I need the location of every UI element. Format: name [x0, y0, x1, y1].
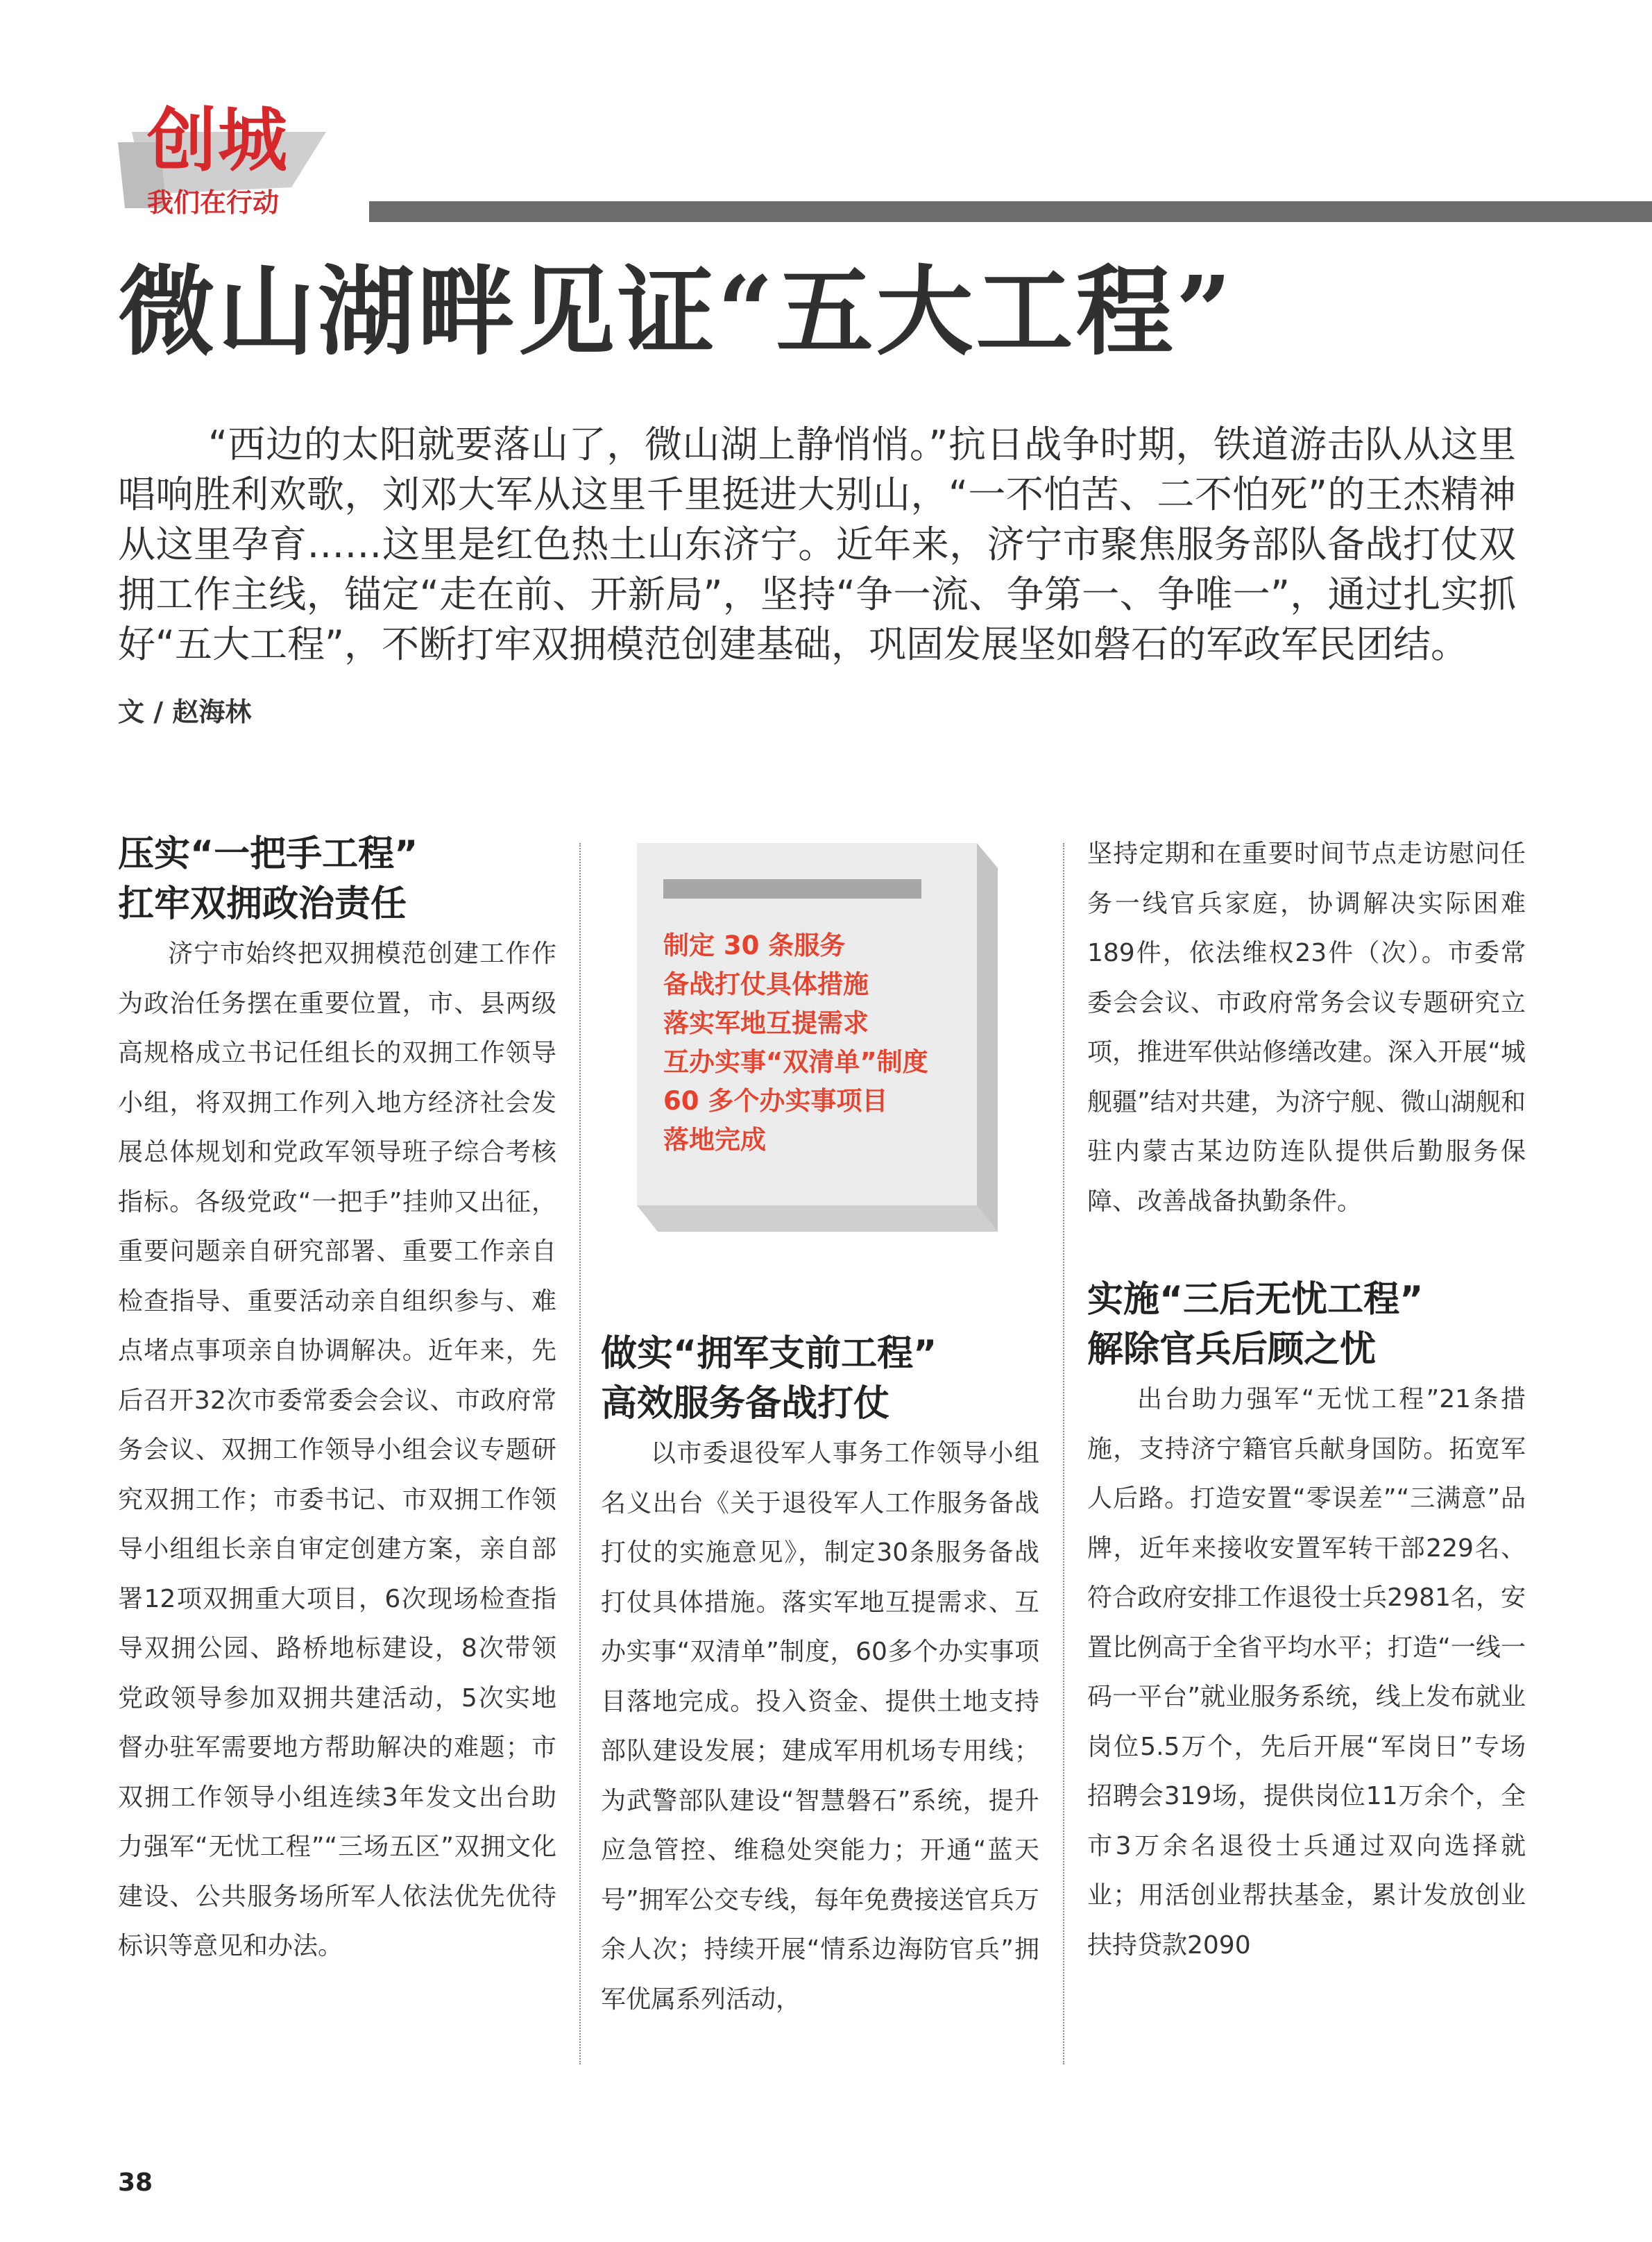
- page-number: 38: [118, 2168, 153, 2197]
- column-2-heading-line-1: 做实“拥军支前工程”: [601, 1333, 937, 1375]
- headline: 微山湖畔见证“五大工程”: [118, 255, 1235, 369]
- column-1: [118, 829, 556, 1971]
- pull-quote-line: 落地完成: [663, 1125, 766, 1155]
- column-2-body: 以市委退役军人事务工作领导小组名义出台《关于退役军人工作服务备战打仗的实施意见》，制定30条服务备战打仗具体措施。落实军地互提需求、互办实事“双清单”制度，60多个办实事项目落地完成。投入资金、提供土地支持部队建设发展；建成军用机场专用线；为武警部队建设“智慧磐石”系统，提升应急管控、维稳处突能力；开通“蓝天号”拥军公交专线，每年免费接送官兵万余人次；持续开展“情系边海防官兵”拥军优属系列活动，: [601, 1439, 1039, 2014]
- column-3-heading-line-1: 实施“三后无忧工程”: [1087, 1279, 1424, 1320]
- pull-quote-line: 60 多个办实事项目: [663, 1086, 888, 1116]
- header-rule: [369, 201, 1652, 222]
- column-3-heading-line-2: 解除官兵后顾之忧: [1087, 1329, 1377, 1370]
- column-1-heading-line-2: 扛牢双拥政治责任: [118, 883, 407, 925]
- column-3-body-continued: 坚持定期和在重要时间节点走访慰问任务一线官兵家庭，协调解决实际困难189件，依法维权23件（次）。市委常委会会议、市政府常务会议专题研究立项，推进军供站修缮改建。深入开展“城舰疆”结对共建，为济宁舰、微山湖舰和驻内蒙古某边防连队提供后勤服务保障、改善战备执勤条件。: [1087, 840, 1526, 1216]
- column-divider: [579, 843, 581, 2064]
- column-3: [1087, 829, 1526, 1970]
- byline: 文 / 赵海林: [118, 697, 252, 727]
- pull-quote-line: 落实军地互提需求: [663, 1008, 869, 1038]
- pull-quote-bar: [663, 879, 921, 899]
- column-1-body: 济宁市始终把双拥模范创建工作作为政治任务摆在重要位置，市、县两级高规格成立书记任组长的双拥工作领导小组，将双拥工作列入地方经济社会发展总体规划和党政军领导班子综合考核指标。各级党政“一把手”挂帅又出征，重要问题亲自研究部署、重要工作亲自检查指导、重要活动亲自组织参与、难点堵点事项亲自协调解决。近年来，先后召开32次市委常委会会议、市政府常务会议、双拥工作领导小组会议专题研究双拥工作；市委书记、市双拥工作领导小组组长亲自审定创建方案，亲自部署12项双拥重大项目，6次现场检查指导双拥公园、路桥地标建设，8次带领党政领导参加双拥共建活动，5次实地督办驻军需要地方帮助解决的难题；市双拥工作领导小组连续3年发文出台助力强军“无忧工程”“三场五区”双拥文化建设、公共服务场所军人依法优先优待标识等意见和办法。: [118, 940, 556, 1960]
- lede-paragraph: “西边的太阳就要落山了，微山湖上静悄悄。”抗日战争时期，铁道游击队从这里唱响胜利欢歌，刘邓大军从这里千里挺进大别山，“一不怕苦、二不怕死”的王杰精神从这里孕育……这里是红色热土山东济宁。近年来，济宁市聚焦服务部队备战打仗双拥工作主线，锚定“走在前、开新局”，坚持“争一流、争第一、争唯一”，通过扎实抓好“五大工程”，不断打牢双拥模范创建基础，巩固发展坚如磐石的军政军民团结。: [118, 423, 1516, 666]
- lede: [118, 420, 1516, 670]
- section-title: 创城: [147, 100, 289, 181]
- spacer: [1087, 1226, 1526, 1275]
- pull-quote-line: 制定 30 条服务: [663, 931, 846, 960]
- column-3-body: 出台助力强军“无忧工程”21条措施，支持济宁籍官兵献身国防。拓宽军人后路。打造安置“零误差”“三满意”品牌，近年来接收安置军转干部229名、符合政府安排工作退役士兵2981名，安置比例高于全省平均水平；打造“一线一码一平台”就业服务系统，线上发布就业岗位5.5万个，先后开展“军岗日”专场招聘会319场，提供岗位11万余个，全市3万余名退役士兵通过双向选择就业；用活创业帮扶基金，累计发放创业扶持贷款2090: [1087, 1385, 1526, 1960]
- column-2: [601, 1329, 1039, 2024]
- pull-quote-box: [637, 843, 998, 1218]
- section-subtitle: 我们在行动: [147, 187, 280, 218]
- pull-quote-line: 互办实事“双清单”制度: [663, 1047, 928, 1077]
- column-1-heading-line-1: 压实“一把手工程”: [118, 833, 418, 875]
- column-divider: [1063, 843, 1064, 2064]
- pull-quote-line: 备战打仗具体措施: [663, 969, 869, 999]
- pull-quote-text: [663, 926, 969, 1160]
- column-2-heading-line-2: 高效服务备战打仗: [601, 1383, 890, 1425]
